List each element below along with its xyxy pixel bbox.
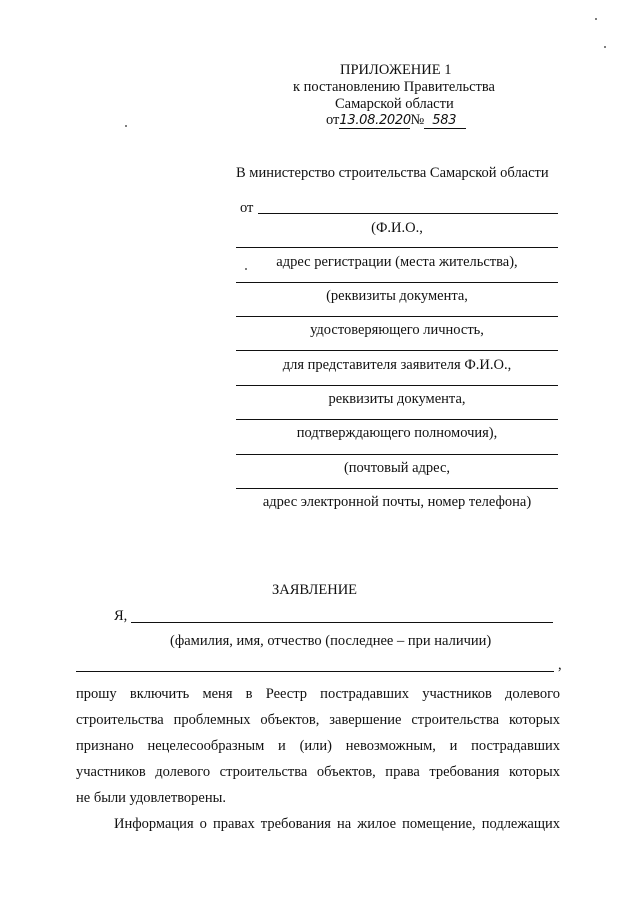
handwritten-date: 13.08.2020 [339,113,411,128]
fill-line [236,247,558,248]
scan-speck [595,18,597,20]
appendix-line-decree: к постановлению Правительства [293,79,495,95]
addressee-ministry: В министерство строительства Самарской области [236,165,549,181]
field-hint-fio: (Ф.И.О., [371,220,423,236]
fill-line [236,350,558,351]
handwritten-number: 583 [424,114,466,129]
paragraph-line: признано нецелесообразным и (или) невозможным, и пострадавших [76,738,560,754]
field-hint-registration: адрес регистрации (места жительства), [276,254,518,270]
from-prefix: от [326,112,340,128]
application-title: ЗАЯВЛЕНИЕ [272,582,358,598]
scan-speck [245,268,247,270]
from-label: от [240,200,254,216]
applicant-name-line [131,622,553,623]
fill-line [236,385,558,386]
number-sign: № [410,112,425,128]
paragraph-line: прошу включить меня в Реестр пострадавших участников долевого [76,686,560,702]
applicant-name-line-2 [76,671,554,672]
field-hint-representative: для представителя заявителя Ф.И.О., [282,357,512,373]
field-hint-id-document: (реквизиты документа, [326,288,468,304]
fill-line [236,454,558,455]
field-hint-identity: удостоверяющего личность, [310,322,484,338]
field-hint-rep-document: реквизиты документа, [328,391,466,407]
fio-fill-line [258,213,558,214]
i-label: Я, [114,608,128,624]
line-comma: , [558,657,562,673]
fill-line [236,282,558,283]
paragraph-line: строительства проблемных объектов, завершение строительства которых [76,712,560,728]
field-hint-authority: подтверждающего полномочия), [296,425,498,441]
scan-speck [125,125,127,127]
paragraph-line: участников долевого строительства объектов, права требования которых [76,764,560,780]
decree-date-number [326,112,466,129]
paragraph-line: не были удовлетворены. [76,790,226,806]
fio-hint: (фамилия, имя, отчество (последнее – при наличии) [170,633,492,649]
fill-line [236,488,558,489]
paragraph-line: Информация о правах требования на жилое помещение, подлежащих [114,816,560,832]
request-paragraph [76,681,560,811]
field-hint-postal: (почтовый адрес, [343,460,451,476]
fill-line [236,419,558,420]
appendix-line-region: Самарской области [335,96,454,112]
fill-line [236,316,558,317]
appendix-title: ПРИЛОЖЕНИЕ 1 [340,62,452,78]
field-hint-contacts: адрес электронной почты, номер телефона) [262,494,532,510]
scan-speck [604,46,606,48]
info-paragraph [76,811,560,837]
